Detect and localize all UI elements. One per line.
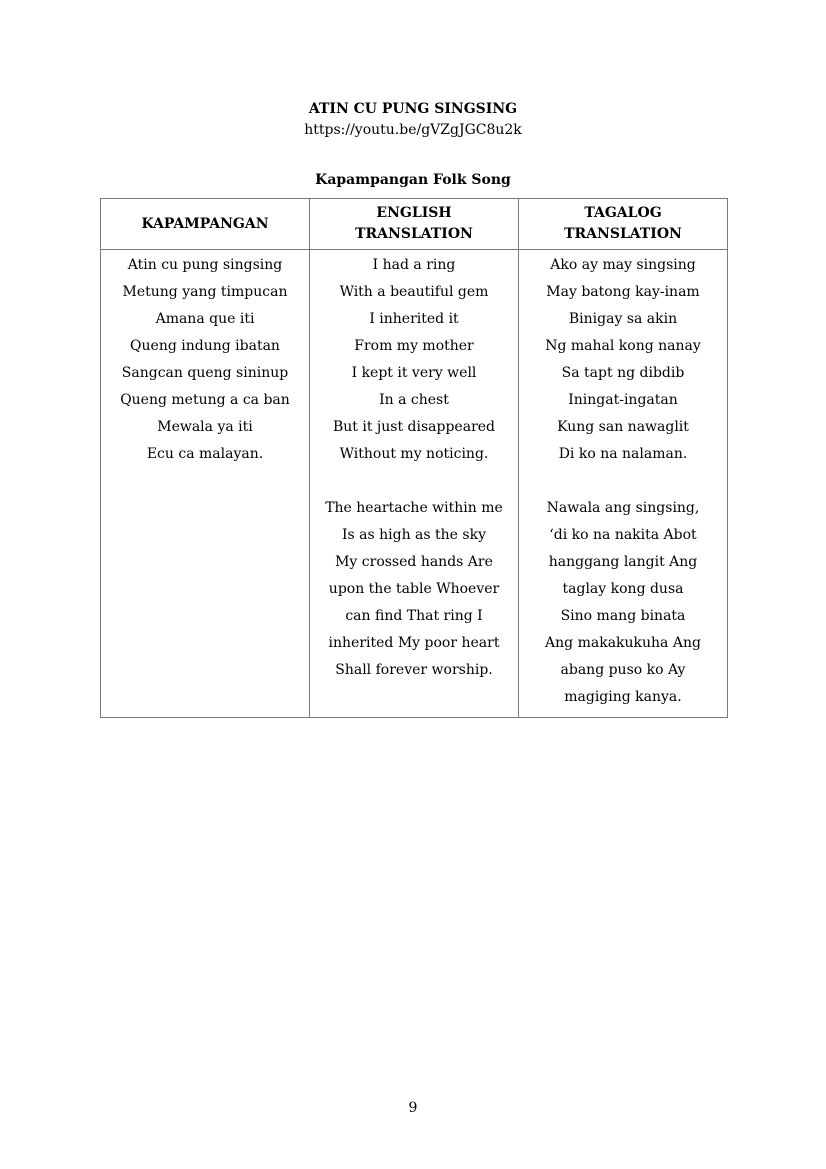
english-lyrics-cell (310, 250, 519, 718)
kapampangan-line: Queng indung ibatan (130, 338, 280, 354)
stanza-gap (310, 468, 518, 495)
lyrics-row (101, 250, 728, 718)
kapampangan-line: Ecu ca malayan. (146, 446, 264, 462)
stanza-gap (519, 468, 727, 495)
tagalog-line: Iningat-ingatan (568, 392, 678, 408)
header-english-line-2: TRANSLATION (355, 226, 473, 242)
tagalog-line: May batong kay-inam (546, 284, 700, 300)
header-english-line-1: ENGLISH (376, 205, 452, 221)
tagalog-line: Sa tapt ng dibdib (561, 365, 685, 381)
english-line: The heartache within me (325, 500, 503, 516)
lyrics-table (100, 198, 728, 718)
english-line: Shall forever worship. (335, 662, 493, 678)
tagalog-line: Binigay sa akin (568, 311, 678, 327)
song-subtitle: Kapampangan Folk Song (315, 172, 511, 188)
table-header-row (101, 199, 728, 250)
tagalog-line: taglay kong dusa (562, 581, 684, 597)
english-line: upon the table Whoever (328, 581, 500, 597)
english-line: I kept it very well (351, 365, 477, 381)
kapampangan-line: Amana que iti (155, 311, 255, 327)
english-line: My crossed hands Are (335, 554, 493, 570)
english-line: Is as high as the sky (341, 527, 486, 543)
kapampangan-line: Metung yang timpucan (122, 284, 288, 300)
header-kapampangan (101, 199, 310, 250)
tagalog-line: Di ko na nalaman. (558, 446, 688, 462)
tagalog-line: hanggang langit Ang (548, 554, 698, 570)
tagalog-line: Ng mahal kong nanay (545, 338, 701, 354)
tagalog-line: Ang makakukuha Ang (545, 635, 701, 651)
header-tagalog (519, 199, 728, 250)
header-tagalog-line-1: TAGALOG (584, 205, 662, 221)
english-line: But it just disappeared (332, 419, 496, 435)
tagalog-lyrics-cell (519, 250, 728, 718)
english-line: inherited My poor heart (328, 635, 500, 651)
kapampangan-line: Atin cu pung singsing (127, 257, 283, 273)
song-title: ATIN CU PUNG SINGSING (308, 101, 518, 117)
tagalog-line: ‘di ko na nakita Abot (549, 527, 697, 543)
kapampangan-line: Sangcan queng sininup (121, 365, 289, 381)
header-kapampangan-label: KAPAMPANGAN (141, 215, 269, 232)
page-number: 9 (408, 1100, 418, 1116)
video-link[interactable]: https://youtu.be/gVZgJGC8u2k (304, 122, 522, 138)
english-line: I had a ring (372, 257, 456, 273)
header-english (310, 199, 519, 250)
tagalog-line: abang puso ko Ay (560, 662, 686, 678)
tagalog-line: Kung san nawaglit (557, 419, 689, 435)
english-line: Without my noticing. (339, 446, 489, 462)
english-line: In a chest (379, 392, 449, 408)
english-line: From my mother (354, 338, 474, 354)
english-line: With a beautiful gem (339, 284, 489, 300)
tagalog-line: magiging kanya. (564, 689, 682, 705)
tagalog-line: Nawala ang singsing, (546, 500, 700, 516)
kapampangan-line: Queng metung a ca ban (120, 392, 290, 408)
header-tagalog-line-2: TRANSLATION (564, 226, 682, 242)
tagalog-line: Sino mang binata (560, 608, 686, 624)
english-line: can find That ring I (345, 608, 483, 624)
kapampangan-lyrics-cell (101, 250, 310, 718)
kapampangan-line: Mewala ya iti (157, 419, 253, 435)
english-line: I inherited it (369, 311, 459, 327)
tagalog-line: Ako ay may singsing (550, 257, 696, 273)
